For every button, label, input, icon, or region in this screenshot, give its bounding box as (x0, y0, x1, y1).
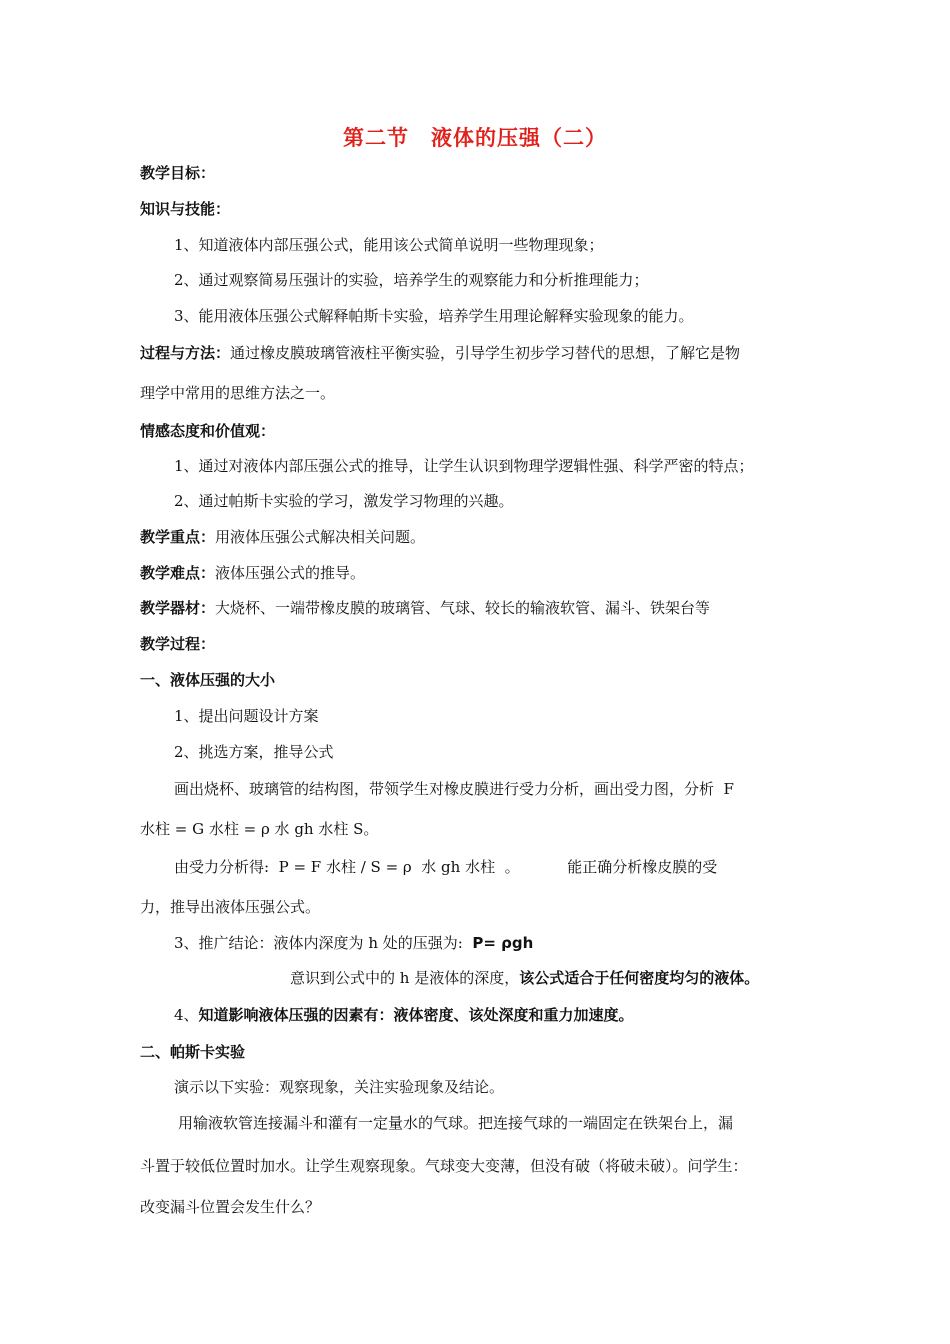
process-method-line-2: 理学中常用的思维方法之一。 (140, 384, 336, 402)
section-1-item-1: 1、提出问题设计方案 (174, 707, 319, 725)
knowledge-heading: 知识与技能： (140, 200, 231, 218)
process-method-line-1 (140, 343, 740, 363)
section-2-line-1: 演示以下实验：观察现象，关注实验现象及结论。 (174, 1078, 505, 1096)
pressure-formula: P= ρgh (472, 934, 534, 952)
key-point-label: 教学重点： (140, 528, 216, 546)
equipment-label: 教学器材： (140, 599, 216, 617)
difficulty-label: 教学难点： (140, 564, 216, 582)
section-2-heading: 二、帕斯卡实验 (140, 1043, 246, 1061)
section-2-para-line-2: 斗置于较低位置时加水。让学生观察现象。气球变大变薄，但没有破（将破未破）。问学生： (140, 1157, 748, 1175)
attitude-heading: 情感态度和价值观： (140, 422, 276, 440)
process-method-text: 通过橡皮膜玻璃管液柱平衡实验，引导学生初步学习替代的思想，了解它是物 (230, 344, 741, 362)
equipment-text: 大烧杯、一端带橡皮膜的玻璃管、气球、较长的输液软管、漏斗、铁架台等 (215, 599, 711, 617)
section-2-para-line-1: 用输液软管连接漏斗和灌有一定量水的气球。把连接气球的一端固定在铁架台上，漏 (178, 1114, 734, 1132)
equipment (140, 598, 710, 618)
section-1-heading: 一、液体压强的大小 (140, 671, 276, 689)
knowledge-item-2: 2、通过观察简易压强计的实验，培养学生的观察能力和分析推理能力； (174, 271, 649, 289)
section-1-item-3-text: 3、推广结论：液体内深度为 h 处的压强为: (174, 934, 473, 952)
attitude-item-1: 1、通过对液体内部压强公式的推导，让学生认识到物理学逻辑性强、科学严密的特点； (174, 457, 754, 475)
page-title: 第二节 液体的压强（二） (343, 126, 607, 150)
section-1-para-1-line-2: 水柱 = G 水柱 = ρ 水 gh 水柱 S。 (140, 820, 379, 838)
section-1-item-4 (174, 1005, 634, 1025)
key-point-text: 用液体压强公式解决相关问题。 (215, 528, 426, 546)
process-heading: 教学过程： (140, 635, 216, 653)
objectives-heading: 教学目标： (140, 164, 216, 182)
section-1-para-2-line-1: 由受力分析得: P = F 水柱 / S = ρ 水 gh 水柱 。 能正确分析橡皮膜的受 (174, 858, 718, 876)
section-1-para-1-line-1: 画出烧杯、玻璃管的结构图，带领学生对橡皮膜进行受力分析，画出受力图，分析 F (174, 780, 734, 798)
difficulty-text: 液体压强公式的推导。 (215, 564, 366, 582)
section-1-item-4-text: 知道影响液体压强的因素有：液体密度、该处深度和重力加速度。 (198, 1006, 634, 1024)
section-2-para-line-3: 改变漏斗位置会发生什么？ (140, 1198, 321, 1216)
difficulty (140, 563, 365, 583)
section-1-item-2: 2、挑选方案，推导公式 (174, 743, 334, 761)
knowledge-item-1: 1、知道液体内部压强公式，能用该公式简单说明一些物理现象； (174, 236, 604, 254)
attitude-item-2: 2、通过帕斯卡实验的学习，激发学习物理的兴趣。 (174, 492, 514, 510)
section-1-item-4-prefix: 4、 (174, 1006, 199, 1024)
process-method-label: 过程与方法： (140, 344, 231, 362)
section-1-para-2-line-2: 力，推导出液体压强公式。 (140, 898, 321, 916)
section-1-note-text: 意识到公式中的 h 是液体的深度， (290, 969, 520, 987)
key-point (140, 527, 425, 547)
knowledge-item-3: 3、能用液体压强公式解释帕斯卡实验，培养学生用理论解释实验现象的能力。 (174, 307, 694, 325)
section-1-note-bold: 该公式适合于任何密度均匀的液体。 (519, 969, 760, 987)
section-1-note (290, 968, 759, 988)
section-1-item-3 (174, 933, 533, 953)
